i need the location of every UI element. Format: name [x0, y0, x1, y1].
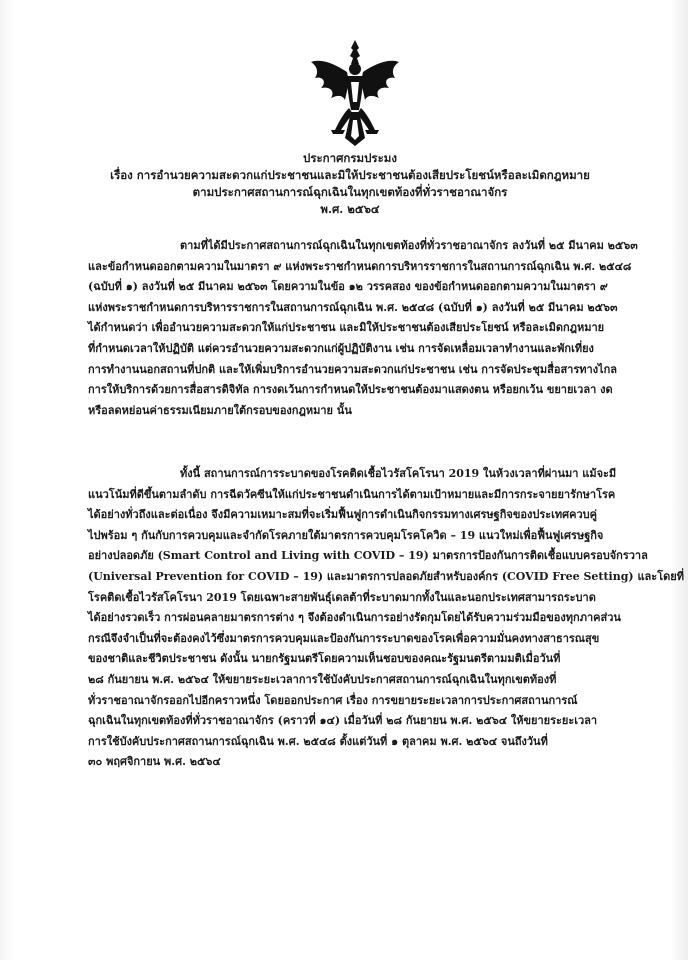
paragraph-1: [88, 236, 638, 421]
paragraph-line: ๒๘ กันยายน พ.ศ. ๒๕๖๔ ให้ขยายระยะเวลาการใช้บังคับประกาศสถานการณ์ฉุกเฉินในทุกเขตท้องที่: [88, 672, 557, 686]
subject-line-2: ตามประกาศสถานการณ์ฉุกเฉินในทุกเขตท้องที่ทั่วราชอาณาจักร: [192, 185, 508, 199]
paragraph-line: (ฉบับที่ ๑) ลงวันที่ ๒๕ มีนาคม ๒๕๖๓ โดยความในข้อ ๑๒ วรรคสอง ของข้อกำหนดออกตามความในมาตรา ๙: [88, 280, 608, 294]
paragraph-line: และข้อกำหนดออกตามความในมาตรา ๙ แห่งพระราชกำหนดการบริหารราชการในสถานการณ์ฉุกเฉิน พ.ศ. ๒๕๔๘: [88, 259, 632, 273]
paragraph-line: หรือลดหย่อนค่าธรรมเนียมภายใต้กรอบของกฎหมาย นั้น: [88, 403, 352, 417]
paragraph-line: (Universal Prevention for COVID – 19) และมาตรการปลอดภัยสำหรับองค์กร (COVID Free Setting) และโดยที่: [88, 569, 684, 583]
paragraph-2: [88, 464, 684, 773]
document-year: พ.ศ. ๒๕๖๔: [320, 202, 380, 216]
paragraph-line: การใช้บังคับประกาศสถานการณ์ฉุกเฉิน พ.ศ. ๒๕๔๘ ตั้งแต่วันที่ ๑ ตุลาคม พ.ศ. ๒๕๖๔ จนถึงวันที่: [88, 734, 548, 748]
paragraph-line: กรณีจึงจำเป็นที่จะต้องคงไว้ซึ่งมาตรการควบคุมและป้องกันการระบาดของโรคเพื่อความมั่นคงทางสาธารณสุข: [88, 631, 600, 645]
paragraph-line: ไปพร้อม ๆ กันกับการควบคุมและจำกัดโรคภายใต้มาตรการควบคุมโรคโควิด – 19 แนวใหม่เพื่อฟื้นฟูเศรษฐกิจ: [88, 528, 604, 542]
paragraph-line: การทำงานนอกสถานที่ปกติ และให้เพิ่มบริการอำนวยความสะดวกแก่ประชาชน เช่น การจัดประชุมสื่อสารทางไกล: [88, 362, 617, 376]
paragraph-line: ได้อย่างรวดเร็ว การผ่อนคลายมาตรการต่าง ๆ จึงต้องดำเนินการอย่างรัดกุมโดยได้รับความร่วมมือของทุกภาคส่วน: [88, 611, 621, 625]
paragraph-line: ๓๐ พฤศจิกายน พ.ศ. ๒๕๖๔: [88, 755, 221, 769]
paragraph-line: ทั่วราชอาณาจักรออกไปอีกคราวหนึ่ง โดยออกประกาศ เรื่อง การขยายระยะเวลาการประกาศสถานการณ์: [88, 693, 578, 707]
issuing-organization: ประกาศกรมประมง: [303, 151, 397, 165]
paragraph-line: ได้อย่างทั่วถึงและต่อเนื่อง จึงมีความเหมาะสมที่จะเริ่มฟื้นฟูการดำเนินกิจกรรมทางเศรษฐกิจของประเทศควบคู่: [88, 508, 598, 522]
paragraph-line: ทั้งนี้ สถานการณ์การระบาดของโรคติดเชื้อไวรัสโคโรนา 2019 ในห้วงเวลาที่ผ่านมา แม้จะมี: [180, 467, 617, 480]
paragraph-line: แห่งพระราชกำหนดการบริหารราชการในสถานการณ์ฉุกเฉิน พ.ศ. ๒๕๔๘ (ฉบับที่ ๑) ลงวันที่ ๒๕ มีนาคม ๒๕๖๓: [88, 300, 618, 314]
paragraph-line: ที่กำหนดเวลาให้ปฏิบัติ แต่ควรอำนวยความสะดวกแก่ผู้ปฏิบัติงาน เช่น การจัดเหลื่อมเวลาทำงานและพักเที่ยง: [88, 341, 594, 355]
paragraph-line: การให้บริการด้วยการสื่อสารดิจิทัล การงดเว้นการกำหนดให้ประชาชนต้องมาแสดงตน หรือยกเว้น ขยายเวลา งด: [88, 383, 613, 397]
paragraph-line: ฉุกเฉินในทุกเขตท้องที่ทั่วราชอาณาจักร (คราวที่ ๑๔) เมื่อวันที่ ๒๘ กันยายน พ.ศ. ๒๕๖๔ ให้ขยายระยะเวลา: [88, 714, 598, 728]
paragraph-line: โรคติดเชื้อไวรัสโคโรนา 2019 โดยเฉพาะสายพันธุ์เดลต้าที่ระบาดมากทั้งในและนอกประเทศสามารถระบาด: [88, 590, 596, 604]
garuda-emblem-icon: [307, 38, 403, 148]
paragraph-line: อย่างปลอดภัย (Smart Control and Living with COVID – 19) มาตรการป้องกันการติดเชื้อแบบครอบจักรวาล: [88, 549, 648, 563]
subject-line-1: เรื่อง การอำนวยความสะดวกแก่ประชาชนและมิให้ประชาชนต้องเสียประโยชน์หรือละเมิดกฎหมาย: [110, 168, 590, 182]
paragraph-line: ตามที่ได้มีประกาศสถานการณ์ฉุกเฉินในทุกเขตท้องที่ทั่วราชอาณาจักร ลงวันที่ ๒๕ มีนาคม ๒๕๖๓: [180, 239, 638, 252]
paragraph-line: แนวโน้มที่ดีขึ้นตามลำดับ การฉีดวัคซีนให้แก่ประชาชนดำเนินการได้ตามเป้าหมายและมีการกระจายยารักษาโรค: [88, 487, 616, 501]
paragraph-line: ได้กำหนดว่า เพื่ออำนวยความสะดวกให้แก่ประชาชน และมิให้ประชาชนต้องเสียประโยชน์ หรือละเมิดกฎหมาย: [88, 321, 605, 335]
paragraph-line: ของชาติและชีวิตประชาชน ดังนั้น นายกรัฐมนตรีโดยความเห็นชอบของคณะรัฐมนตรีตามมติเมื่อวันที่: [88, 652, 561, 666]
